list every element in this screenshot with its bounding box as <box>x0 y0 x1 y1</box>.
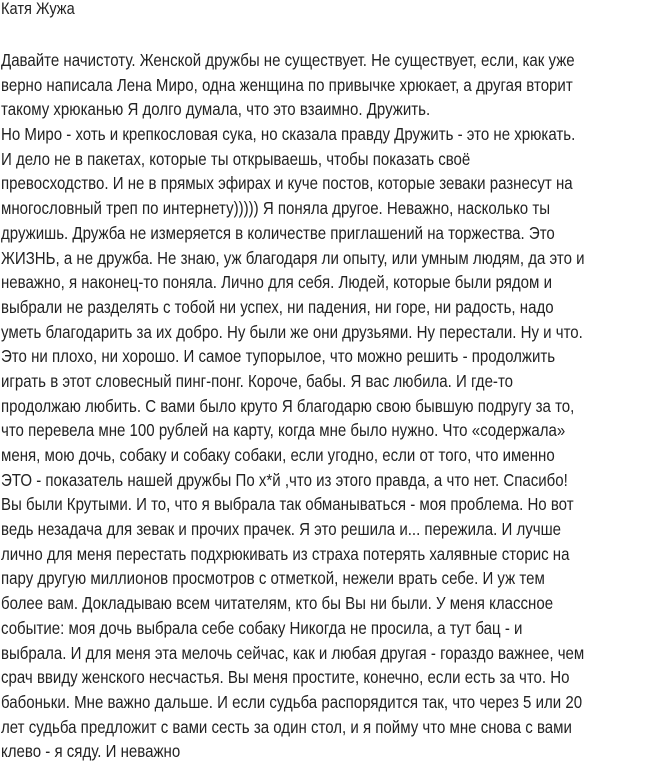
body-line: бабоньки. Мне важно дальше. И если судьба распорядится так, что через 5 или 20 <box>1 691 583 712</box>
body-line: дружишь. Дружба не измеряется в количестве приглашений на торжества. Это <box>1 222 555 243</box>
body-line: более вам. Докладываю всем читателям, кто бы Вы ни были. У меня классное <box>1 593 554 614</box>
body-line: ЖИЗНЬ, а не дружба. Не знаю, уж благодаря ли опыту, или умным людям, да это и <box>1 247 585 268</box>
body-line: верно написала Лена Миро, одна женщина по привычке хрюкает, а другая вторит <box>1 74 573 95</box>
body-line: продолжаю любить. С вами было круто Я благодарю свою бывшую подругу за то, <box>1 395 575 416</box>
body-line: И дело не в пакетах, которые ты открываешь, чтобы показать своё <box>1 148 471 169</box>
body-line: клево - я сяду. И неважно <box>1 741 181 762</box>
body-line: срач ввиду женского несчастья. Вы меня простите, конечно, если есть за что. Но <box>1 667 570 688</box>
body-line: выбрали не разделять с тобой ни успех, ни падения, ни горе, ни радость, надо <box>1 296 554 317</box>
body-line: Это ни плохо, ни хорошо. И самое тупорылое, что можно решить - продолжить <box>1 346 556 367</box>
body-line: Но Миро - хоть и крепкословая сука, но сказала правду Дружить - это не хрюкать. <box>1 124 576 145</box>
body-line: ЭТО - показатель нашей дружбы По х*й ,что из этого правда, а что нет. Спасибо! <box>1 469 568 490</box>
body-line: лично для меня перестать подхрюкивать из страха потерять халявные сторис на <box>1 543 570 564</box>
body-line: Вы были Крутыми. И то, что я выбрала так обманываться - моя проблема. Но вот <box>1 494 574 515</box>
body-line: уметь благодарить за их добро. Ну были же они друзьями. Ну перестали. Ну и что. <box>1 321 583 342</box>
body-line: событие: моя дочь выбрала себе собаку Никогда не просила, а тут бац - и <box>1 617 523 638</box>
body-line: Давайте начистоту. Женской дружбы не существует. Не существует, если, как уже <box>1 50 575 70</box>
author-name: Катя Жужа <box>1 0 75 18</box>
body-line: превосходство. И не в прямых эфирах и куче постов, которые зеваки разнесут на <box>1 173 573 194</box>
body-line: такому хрюканью Я долго думала, что это взаимно. Дружить. <box>1 99 431 120</box>
body-line: выбрала. И для меня эта мелочь сейчас, как и любая другая - гораздо важнее, чем <box>1 642 585 663</box>
post-body <box>1 48 670 764</box>
body-line: многословный треп по интернету))))) Я поняла другое. Неважно, насколько ты <box>1 198 551 219</box>
body-line: меня, мою дочь, собаку и собаку собаки, если угодно, если от того, что именно <box>1 445 555 465</box>
body-line: что перевела мне 100 рублей на карту, когда мне было нужно. Что «содержала» <box>1 420 566 441</box>
body-line: ведь незадача для зевак и прочих прачек. Я это решила и... пережила. И лучше <box>1 519 562 540</box>
body-line: лет судьба предложит с вами сесть за один стол, и я пойму что мне снова с вами <box>1 716 572 737</box>
body-line: играть в этот словесный пинг-понг. Короче, бабы. Я вас любила. И где-то <box>1 370 514 391</box>
body-line: пару другую миллионов просмотров с отметкой, нежели врать себе. И уж тем <box>1 568 545 589</box>
body-line: неважно, я наконец-то поняла. Лично для себя. Людей, которые были рядом и <box>1 272 552 293</box>
